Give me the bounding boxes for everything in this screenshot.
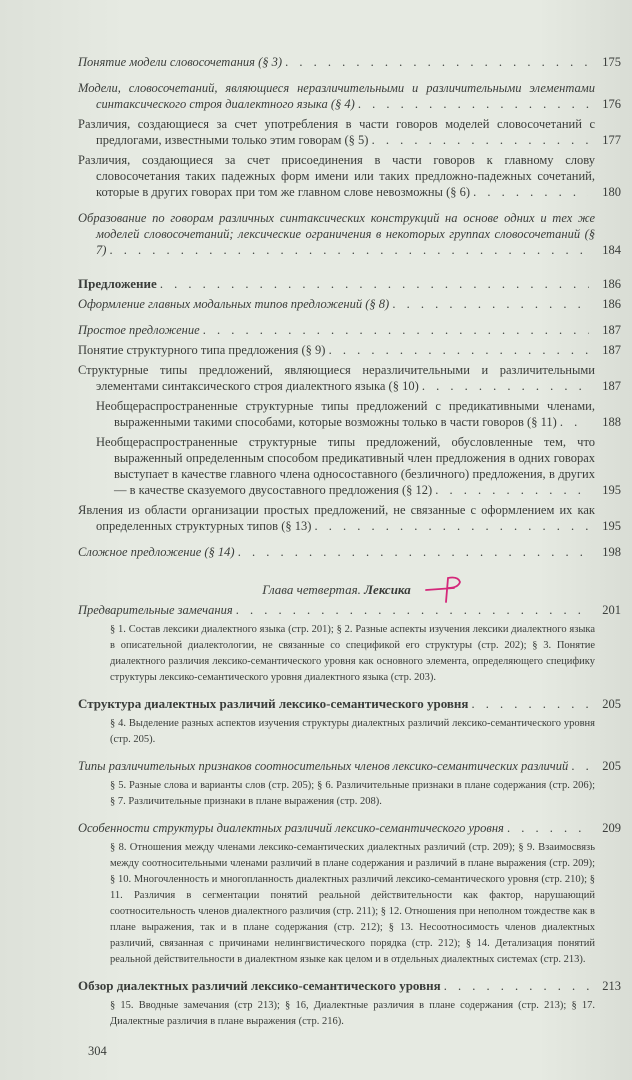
toc-entry [78,978,621,994]
page-number: 213 [602,979,621,993]
entry-title: Предварительные замечания [78,603,233,617]
page-number: 187 [602,343,621,357]
entry-title: Различия, создающиеся за счет употребления в части говоров моделей словосочетаний с предлогами, известными только этим говорам (§ 5) [78,117,595,147]
page-number: 187 [602,323,621,337]
page-number: 205 [602,759,621,773]
toc-entry [78,54,621,70]
entry-title: Необщераспространенные структурные типы предложений, обусловленные тем, что выраженный определенным способом предикативный член предложения в одних говорах выступает в качестве главного члена односоставного (безличного) предложения, в других — в качестве сказуемого двусоставного предложения (§ 12) [96,435,595,497]
entry-title: Структурные типы предложений, являющиеся неразличительными и различительными элементами синтаксического строя диалектного языка (§ 10) [78,363,595,393]
page-number: 186 [602,297,621,311]
toc-entry [78,362,621,394]
entry-title: Понятие модели словосочетания (§ 3) [78,55,283,69]
page-number: 186 [602,277,621,291]
toc-entry [78,116,621,148]
toc-entry [78,342,621,358]
section-list: § 4. Выделение разных аспектов изучения структуры диалектных различий лексико-семантического уровня (стр. 205). [110,718,595,745]
entry-title: Типы различительных признаков соотносительных членов лексико-семантических различий [78,759,569,773]
chapter-heading [78,582,595,598]
toc-entry [78,544,621,560]
dot-leader [358,96,589,112]
page-number: 198 [602,545,621,559]
toc-entry [78,210,621,258]
dot-leader [238,544,589,560]
toc-entry [96,434,621,498]
entry-title: Простое предложение [78,323,200,337]
dot-leader [560,414,589,430]
section-list: § 15. Вводные замечания (стр 213); § 16, Диалектные различия в плане содержания (стр. 213); § 17. Диалектные различия в плане выражения (стр. 216). [110,1000,595,1027]
dot-leader [472,696,589,712]
page-number: 195 [602,519,621,533]
chapter-title: Лексика [364,582,411,597]
section-list: § 1. Состав лексики диалектного языка (стр. 201); § 2. Разные аспекты изучения лексики диалектного языка в описательной диалектологии, не связанные со спецификой его структуры (стр. 202); § 3. Понятие диалектного различия лексико-семантического уровня как основного элемента, определяющего специфику структуры лексико-семантического уровня диалектного языка (стр. 203). [110,624,595,683]
dot-leader [372,132,589,148]
toc-entry [78,276,621,292]
page-number: 187 [602,379,621,393]
entry-title: Структура диалектных различий лексико-семантического уровня [78,696,469,711]
page-folio-number: 304 [88,1044,107,1058]
entry-title: Предложение [78,276,157,291]
section-list: § 5. Разные слова и варианты слов (стр. 205); § 6. Различительные признаки в плане содержания (стр. 206); § 7. Различительные признаки в плане выражения (стр. 208). [110,780,595,807]
page-number: 205 [602,697,621,711]
page-number: 176 [602,97,621,111]
toc-entry [78,296,621,312]
entry-title: Различия, создающиеся за счет присоединения в части говоров к главному слову словосочетания таких падежных форм имени или таких предложно-падежных сочетаний, которые в других говорах при том же главном слове невозможны (§ 6) [78,153,595,199]
toc-entry [78,696,621,712]
entry-title: Модели, словосочетаний, являющиеся неразличительными и различительными элементами синтаксического строя диалектного языка (§ 4) [78,81,595,111]
entry-title: Особенности структуры диалектных различий лексико-семантического уровня [78,821,504,835]
toc-entry [96,398,621,430]
entry-title: Явления из области организации простых предложений, не связанные с оформлением их как определенных структурных типов (§ 13) [78,503,595,533]
page-number: 180 [602,185,621,199]
dot-leader [160,276,589,292]
toc-entry [78,602,621,618]
dot-leader [315,518,589,534]
toc-entry [78,502,621,534]
entry-title: Необщераспространенные структурные типы предложений с предикативными членами, выраженными такими способами, которые возможны только в части говоров (§ 11) [96,399,595,429]
entry-title: Понятие структурного типа предложения (§ 9) [78,343,326,357]
page-number: 177 [602,133,621,147]
dot-leader [571,758,588,774]
chapter-number: Глава четвертая. [262,582,361,597]
section-list: § 8. Отношения между членами лексико-семантических диалектных различий (стр. 209); § 9. Взаимосвязь между соотносительными членами различий в плане содержания и различий в плане выражения (стр. 209); § 10. Многочленность и многопланность диалектных различий лексико-семантического уровня (стр. 210); § 11. Различия в сегментации понятий реальной действительности как фактор, нарушающий соотносительность членов диалектного различия (стр. 211); § 12. Отношения при неполном тождестве как в плане выражения, так и в плане содержания (стр. 212); § 13. Несоотносимость членов диалектных различий, связанная с причинами нелингвистического порядка (стр. 212); § 14. Детализация понятий реальной действительности в диалектном языке как целом и в отдельных диалектных системах (стр. 213). [110,842,595,965]
dot-leader [329,342,589,358]
dot-leader [285,54,588,70]
dot-leader [203,322,589,338]
dot-leader [507,820,589,836]
page-number: 188 [602,415,621,429]
toc-entry [78,758,621,774]
entry-title: Оформление главных модальных типов предложений (§ 8) [78,297,390,311]
page-number: 195 [602,483,621,497]
dot-leader [422,378,589,394]
page-number: 184 [602,243,621,257]
dot-leader [110,242,589,258]
dot-leader [444,978,589,994]
toc-entry [78,152,621,200]
page-number: 175 [602,55,621,69]
toc-entry [78,80,621,112]
dot-leader [392,296,588,312]
dot-leader [236,602,589,618]
toc-entry [78,322,621,338]
entry-title: Сложное предложение (§ 14) [78,545,235,559]
entry-title: Обзор диалектных различий лексико-семантического уровня [78,978,441,993]
dot-leader [473,184,588,200]
handwritten-pen-mark [424,572,474,604]
page-number: 209 [602,821,621,835]
page-number: 201 [602,603,621,617]
entry-title: Образование по говорам различных синтаксических конструкций на основе одних и тех же моделей словосочетаний; лексические ограничения в некоторых группах словосочетаний (§ 7) [78,211,595,257]
toc-entry [78,820,621,836]
dot-leader [435,482,588,498]
